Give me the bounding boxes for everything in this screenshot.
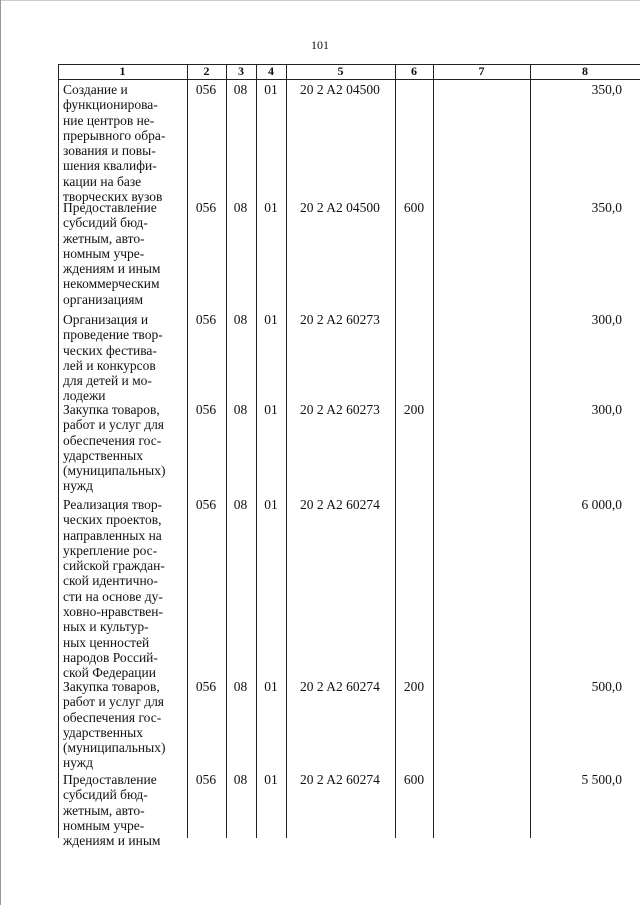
- row-csr: 20 2 A2 60273: [300, 402, 380, 417]
- row-pr: 01: [264, 200, 278, 215]
- row-vr: 600: [403, 772, 425, 787]
- row-vr: 200: [403, 679, 425, 694]
- row-pr: 01: [264, 402, 278, 417]
- row-rz: 08: [233, 200, 248, 215]
- column-header: 1: [119, 64, 126, 78]
- row-grbs: 056: [195, 200, 217, 215]
- col-divider: [256, 64, 257, 838]
- column-header: 7: [478, 64, 485, 78]
- row-pr: 01: [264, 312, 278, 327]
- col-divider: [530, 64, 531, 838]
- row-name: Предоставление субсидий бюд- жетным, авто- номным учре- ждениям и иным некоммерческим организациям: [63, 200, 161, 307]
- row-rz: 08: [233, 82, 248, 97]
- row-grbs: 056: [195, 772, 217, 787]
- row-csr: 20 2 A2 60274: [300, 772, 380, 787]
- row-pr: 01: [264, 497, 278, 512]
- row-grbs: 056: [195, 679, 217, 694]
- row-grbs: 056: [195, 497, 217, 512]
- row-rz: 08: [233, 772, 248, 787]
- row-sum: 350,0: [591, 82, 622, 97]
- row-rz: 08: [233, 679, 248, 694]
- row-sum: 300,0: [591, 312, 622, 327]
- column-header: 8: [582, 64, 588, 78]
- row-grbs: 056: [195, 402, 217, 417]
- col-divider: [187, 64, 188, 838]
- col-divider: [286, 64, 287, 838]
- column-header: 2: [203, 64, 210, 78]
- row-name: Реализация твор- ческих проектов, направленных на укрепление рос- сийской граждан- ской идентично- сти на основе ду- ховно-нравствен- ных и культур- ных ценностей народов Россий- ской Федерации: [63, 497, 165, 681]
- row-rz: 08: [233, 402, 248, 417]
- row-rz: 08: [233, 497, 248, 512]
- row-sum: 5 500,0: [581, 772, 622, 787]
- row-csr: 20 2 A2 04500: [300, 82, 380, 97]
- page-number: 101: [311, 38, 329, 52]
- row-sum: 6 000,0: [581, 497, 622, 512]
- header-bottom-border: [58, 79, 640, 80]
- row-name: Предоставление субсидий бюд- жетным, авто- номным учре- ждениям и иным: [63, 772, 161, 849]
- row-grbs: 056: [195, 82, 217, 97]
- column-header: 6: [411, 64, 417, 78]
- col-divider: [226, 64, 227, 838]
- col-divider: [433, 64, 434, 838]
- row-pr: 01: [264, 679, 278, 694]
- column-header: 4: [268, 64, 274, 78]
- col-divider: [58, 64, 59, 838]
- row-csr: 20 2 A2 60274: [300, 679, 380, 694]
- row-sum: 350,0: [591, 200, 622, 215]
- col-divider: [395, 64, 396, 838]
- row-sum: 500,0: [591, 679, 622, 694]
- row-grbs: 056: [195, 312, 217, 327]
- row-name: Закупка товаров, работ и услуг для обеспечения гос- ударственных (муниципальных) нужд: [63, 402, 166, 494]
- row-name: Создание и функционирова- ние центров не- прерывного обра- зования и повы- шения квалифи- кации на базе творческих вузов: [63, 82, 166, 205]
- row-csr: 20 2 A2 60274: [300, 497, 380, 512]
- row-name: Организация и проведение твор- ческих фестива- лей и конкурсов для детей и мо- лодежи: [63, 312, 163, 404]
- column-header: 3: [238, 64, 244, 78]
- column-header: 5: [337, 64, 344, 78]
- row-vr: 600: [403, 200, 425, 215]
- row-csr: 20 2 A2 60273: [300, 312, 380, 327]
- row-sum: 300,0: [591, 402, 622, 417]
- row-csr: 20 2 A2 04500: [300, 200, 380, 215]
- row-name: Закупка товаров, работ и услуг для обеспечения гос- ударственных (муниципальных) нужд: [63, 679, 166, 771]
- row-pr: 01: [264, 82, 278, 97]
- row-pr: 01: [264, 772, 278, 787]
- row-vr: 200: [403, 402, 425, 417]
- row-rz: 08: [233, 312, 248, 327]
